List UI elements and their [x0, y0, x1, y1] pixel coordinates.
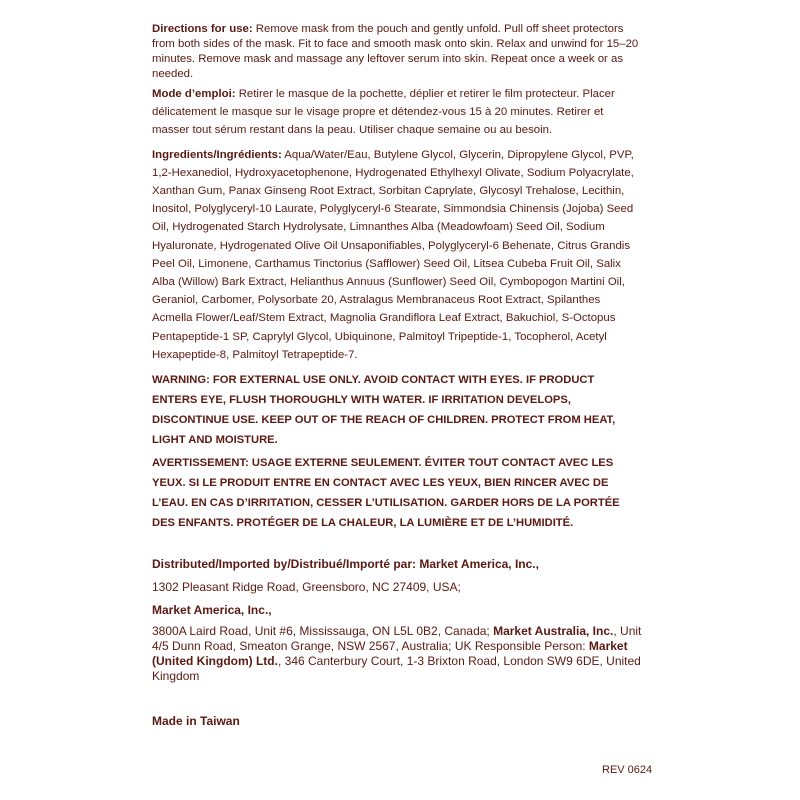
ingredients-text: Aqua/Water/Eau, Butylene Glycol, Glycerin, Dipropylene Glycol, PVP, 1,2-Hexanediol, Hydroxyacetophenone, Hydrogenated Ethylhexyl Olivate, Sodium Polyacrylate, Xanthan Gum, Panax Ginseng Root Extract, Sorbitan Caprylate, Glycosyl Trehalose, Lecithin, Inositol, Polyglyceryl-10 Laurate, Polyglyceryl-6 Stearate, Simmondsia Chinensis (Jojoba) Seed Oil, Hydrogenated Starch Hydrolysate, Limnanthes Alba (Meadowfoam) Seed Oil, Sodium Hyaluronate, Hydrogenated Olive Oil Unsaponifiables, Polyglyceryl-6 Behenate, Citrus Grandis Peel Oil, Limonene, Carthamus Tinctorius (Safflower) Seed Oil, Litsea Cubeba Fruit Oil, Salix Alba (Willow) Bark Extract, Helianthus Annuus (Sunflower) Seed Oil, Cymbopogon Martini Oil, Geraniol, Carbomer, Polysorbate 20, Astralagus Membranaceus Root Extract, Spilanthes Acmella Flower/Leaf/Stem Extract, Magnolia Grandiflora Leaf Extract, Bakuchiol, S-Octopus Pentapeptide-1 SP, Caprylyl Glycol, Ubiquinone, Palmitoyl Tripeptide-1, Tocopherol, Acetyl Hexapeptide-8, Palmitoyl Tetrapeptide-7.: [152, 148, 634, 361]
warning-fr: [152, 453, 642, 533]
company-uk: Market (United Kingdom) Ltd.: [152, 639, 628, 669]
distributor-address-us: 1302 Pleasant Ridge Road, Greensboro, NC 27409, USA;: [152, 580, 461, 595]
company-australia: Market Australia, Inc.: [493, 624, 614, 639]
warning-fr-text: USAGE EXTERNE SEULEMENT. ÉVITER TOUT CONTACT AVEC LES YEUX. SI LE PRODUIT ENTRE EN CONTACT AVEC LES YEUX, BIEN RINCER AVEC DE L’EAU. EN CAS D’IRRITATION, CESSER L’UTILISATION. GARDER HORS DE LA PORTÉE DES ENFANTS. PROTÉGER DE LA CHALEUR, LA LUMIÈRE ET DE L’HUMIDITÉ.: [152, 457, 620, 530]
distributor-block: [152, 555, 642, 684]
distributor-company: Market America, Inc.,: [152, 603, 272, 618]
warning-en-text: FOR EXTERNAL USE ONLY. AVOID CONTACT WITH EYES. IF PRODUCT ENTERS EYE, FLUSH THOROUGHLY WITH WATER. IF IRRITATION DEVELOPS, DISCONTINUE USE. KEEP OUT OF THE REACH OF CHILDREN. PROTECT FROM HEAT, LIGHT AND MOISTURE.: [152, 374, 616, 447]
directions-en-text: Remove mask from the pouch and gently unfold. Pull off sheet protectors from both sides of the mask. Fit to face and smooth mask onto skin. Relax and unwind for 15–20 minutes. Remove mask and massage any leftover serum into skin. Repeat once a week or as needed.: [152, 23, 639, 80]
revision-code: REV 0624: [602, 764, 653, 776]
directions-fr-label: Mode d’emploi:: [152, 88, 236, 100]
address-canada: 3800A Laird Road, Unit #6, Mississauga, ON L5L 0B2, Canada;: [152, 624, 494, 639]
made-in: Made in Taiwan: [152, 714, 240, 729]
label-document: [152, 22, 642, 728]
address-uk: , 346 Canterbury Court, 1-3 Brixton Road, London SW9 6DE, United Kingdom: [152, 654, 641, 684]
warning-en: [152, 370, 642, 450]
distributor-heading: Distributed/Imported by/Distribué/Importé par: Market America, Inc.,: [152, 557, 539, 572]
directions-fr-text: Retirer le masque de la pochette, déplier et retirer le film protecteur. Placer délicatement le masque sur le visage propre et détendez-vous 15 à 20 minutes. Retirer et masser tout sérum restant dans la peau. Utiliser chaque semaine ou au besoin.: [152, 88, 615, 137]
directions-en-label: Directions for use:: [152, 23, 253, 35]
directions-en: [152, 22, 642, 82]
ingredients: [152, 146, 642, 364]
address-australia: , Unit 4/5 Dunn Road, Smeaton Grange, NSW 2567, Australia; UK Responsible Person:: [152, 624, 642, 654]
warning-fr-label: AVERTISSEMENT:: [152, 457, 249, 470]
distributor-addresses: [152, 624, 642, 684]
directions-fr: [152, 85, 642, 140]
warning-en-label: WARNING:: [152, 374, 210, 387]
ingredients-label: Ingredients/Ingrédients:: [152, 148, 282, 161]
